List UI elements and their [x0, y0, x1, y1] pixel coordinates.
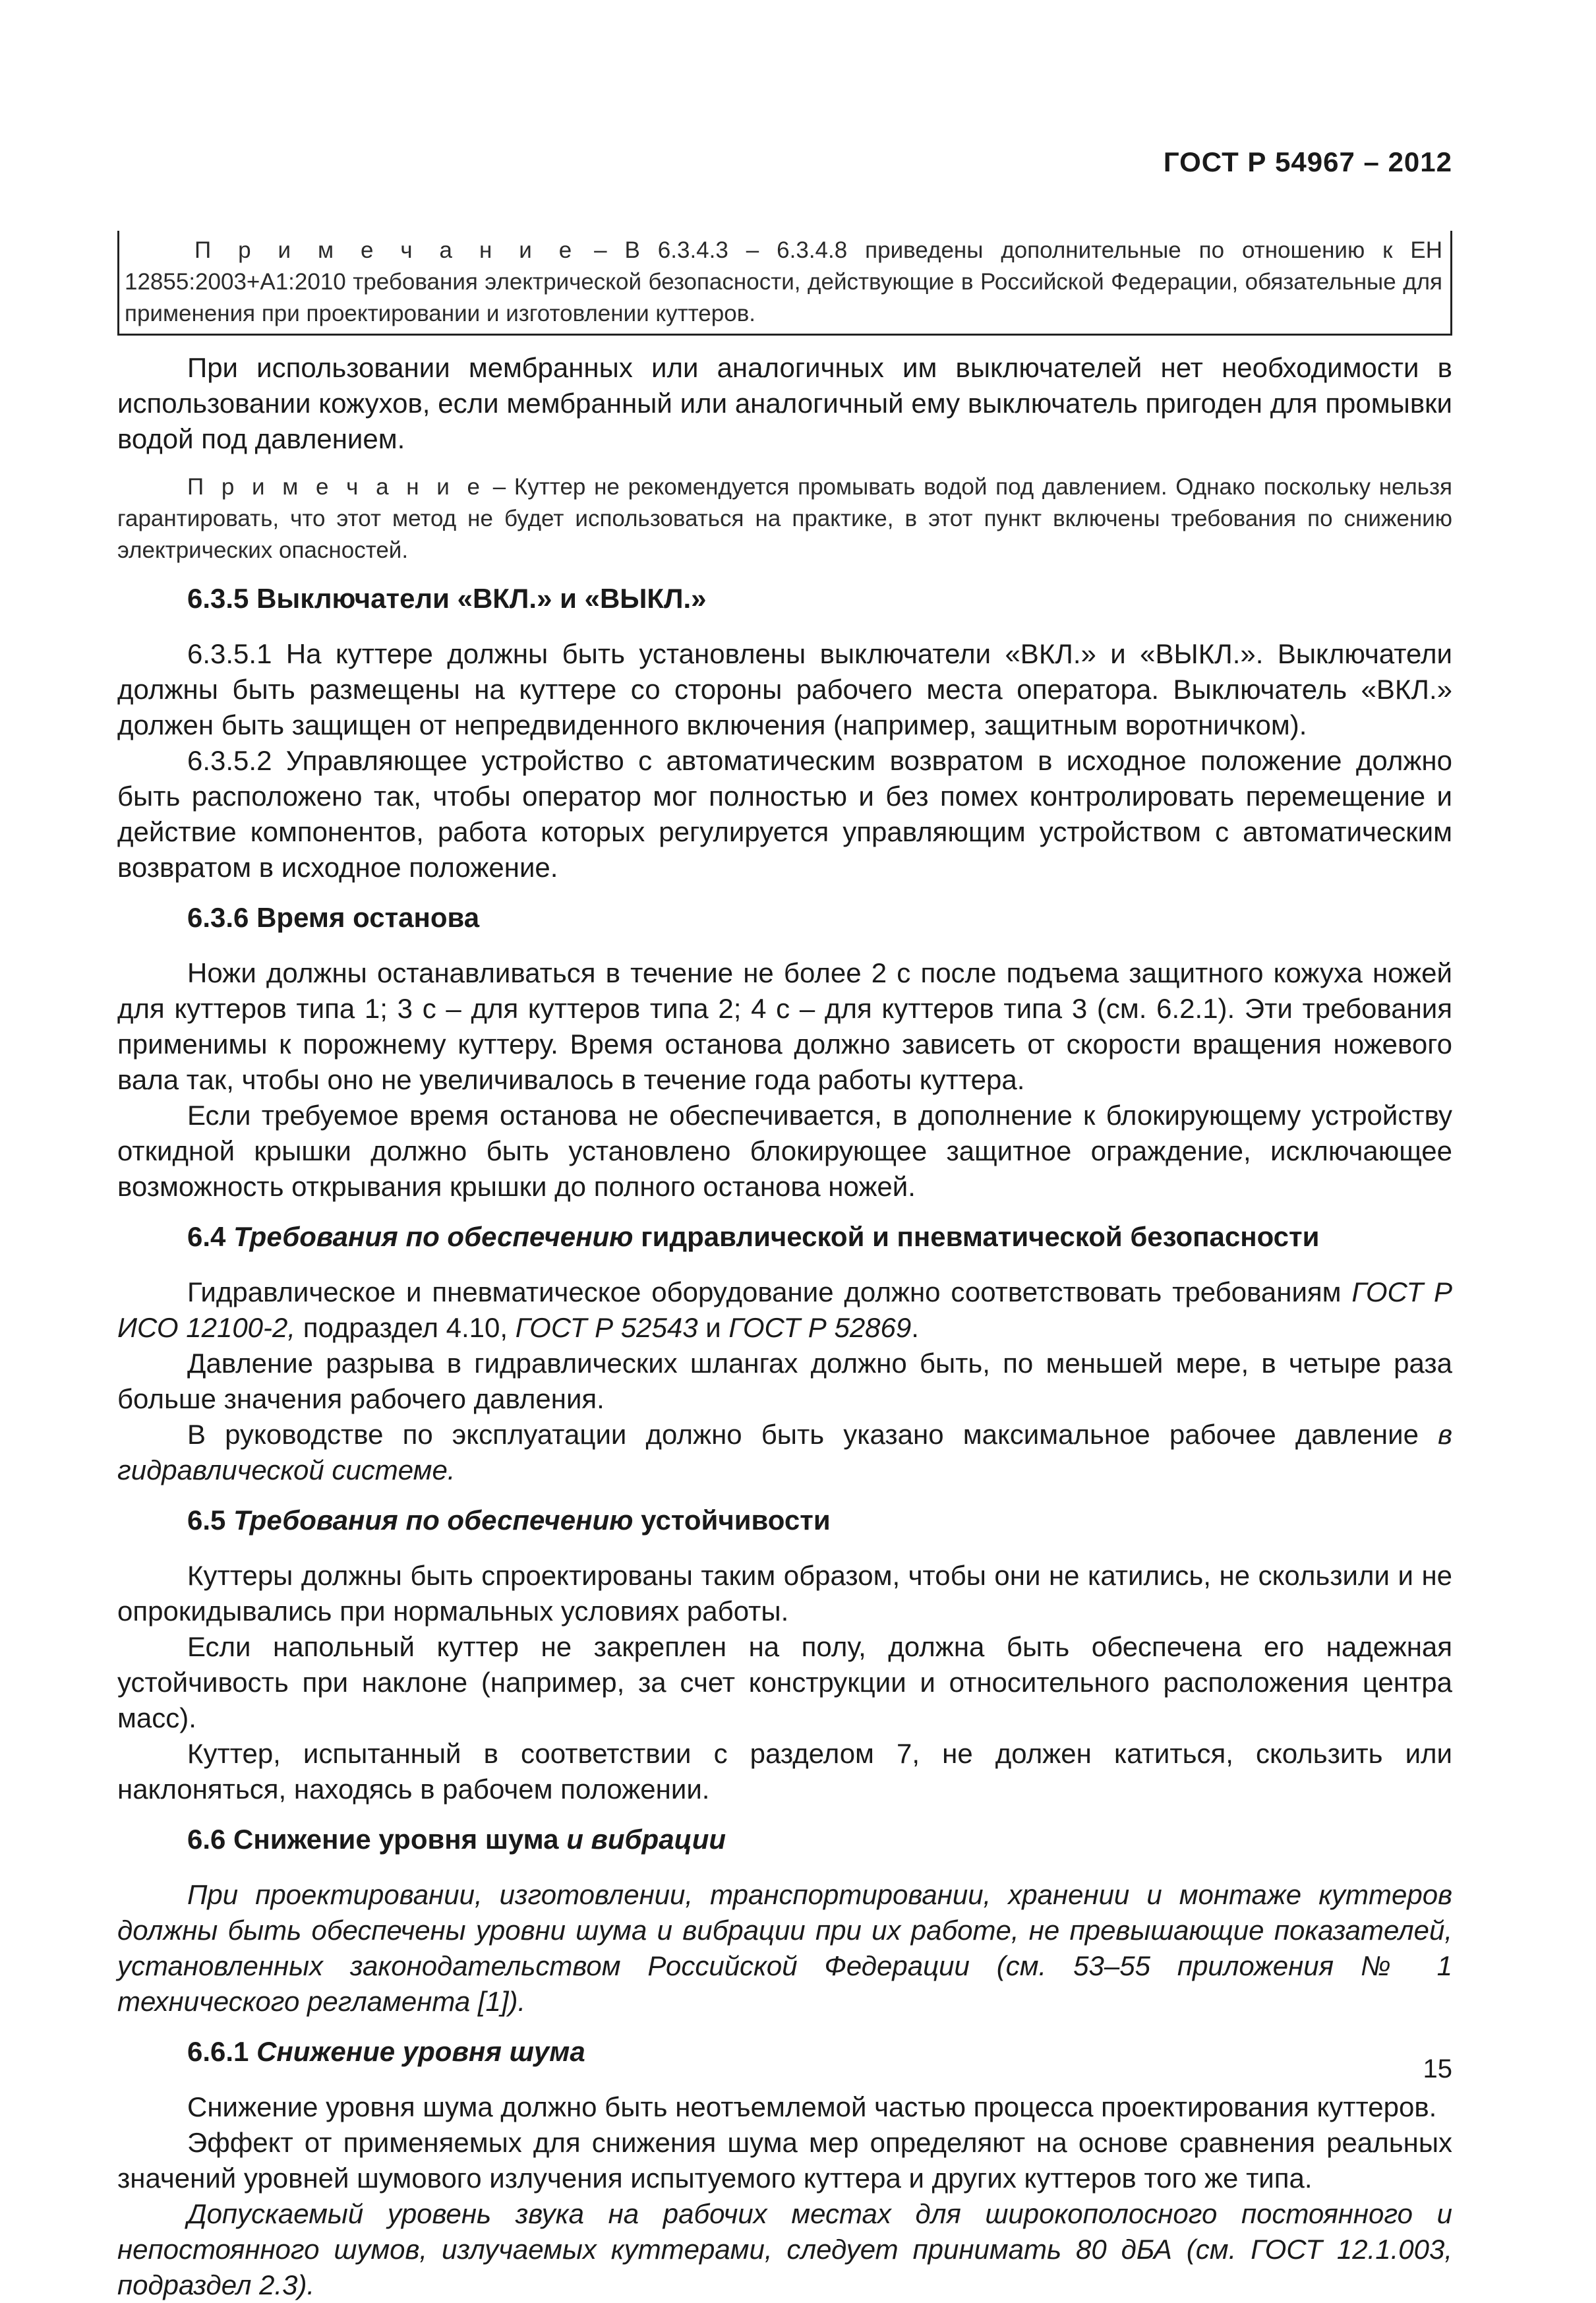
note-water-washing: [117, 471, 1452, 566]
section-heading-6-6: [117, 1822, 1452, 1857]
document-id-header: ГОСТ Р 54967 – 2012: [1163, 146, 1452, 177]
page-number: 15: [1423, 2054, 1452, 2083]
text-run: Гидравлическое и пневматическое оборудование должно соответствовать требованиям: [187, 1276, 1352, 1307]
italic-run: При проектировании, изготовлении, транспортировании, хранении и монтаже куттеров должны быть обеспечены уровни шума и вибрации при их работе, не превышающие показателей, установленных законодательством Российской Федерации (см. 53–55 приложения № 1 технического регламента [1]).: [117, 1879, 1452, 2017]
heading-number: 6.6.1: [187, 2036, 257, 2067]
paragraph-6-5-floor-cutter: Если напольный куттер не закреплен на полу, должна быть обеспечена его надежная устойчивость при наклоне (например, за счет конструкции и относительного расположения центра масс).: [117, 1631, 1452, 1733]
paragraph-6-4-hydraulic-equipment: [117, 1274, 1452, 1346]
section-heading-6-5: [117, 1503, 1452, 1538]
section-heading-6-6-1: [117, 2034, 1452, 2070]
heading-bold-part: 6.6 Снижение уровня шума: [187, 1824, 567, 1855]
paragraph-6-5-design: Куттеры должны быть спроектированы таким образом, чтобы они не катились, не скользили и не опрокидывались при нормальных условиях работы.: [117, 1560, 1452, 1627]
heading-italic-part: Требования по обеспечению: [233, 1221, 634, 1252]
note-box-body: – В 6.3.4.3 – 6.3.4.8 приведены дополнительные по отношению к ЕН 12855:2003+А1:2010 требования электрической безопасности, действующие в Российской Федерации, обязательные для применения при проектировании и изготовлении куттеров.: [125, 237, 1443, 326]
paragraph-6-3-6-guard: Если требуемое время останова не обеспечивается, в дополнение к блокирующему устройству откидной крышки должно быть установлено блокирующее защитное ограждение, исключающее возможность открывания крышки до полного останова ножей.: [117, 1100, 1452, 1202]
paragraph-6-5-tested: Куттер, испытанный в соответствии с разделом 7, не должен катиться, скользить или наклоняться, находясь в рабочем положении.: [117, 1738, 1452, 1805]
page-content: [117, 231, 1452, 2303]
standard-reference: ГОСТ Р 52869: [728, 1312, 912, 1343]
italic-run: в гидравлической системе.: [117, 1419, 1452, 1485]
heading-italic-part: Требования по обеспечению: [233, 1505, 634, 1536]
heading-italic-part: Снижение уровня шума: [256, 2036, 585, 2067]
italic-run: Допускаемый уровень звука на рабочих местах для широкополосного постоянного и непостоянного шумов, излучаемых куттерами, следует принимать 80 дБА (см. ГОСТ 12.1.003, подраздел 2.3).: [117, 2198, 1452, 2300]
heading-rest: устойчивости: [633, 1505, 831, 1536]
heading-rest: гидравлической и пневматической безопасности: [633, 1221, 1320, 1252]
note-body: – Куттер не рекомендуется промывать водой под давлением. Однако поскольку нельзя гарантировать, что этот метод не будет использоваться на практике, в этот пункт включены требования по снижению электрических опасностей.: [117, 474, 1453, 563]
text-run: .: [911, 1312, 919, 1343]
paragraph-6-6-1-permissible-level: [117, 2196, 1452, 2303]
heading-italic-part: и вибрации: [566, 1824, 726, 1855]
standard-reference: ГОСТ Р 52543: [515, 1312, 698, 1343]
paragraph-membrane-switches: При использовании мембранных или аналогичных им выключателей нет необходимости в использовании кожухов, если мембранный или аналогичный ему выключатель пригоден для промывки водой под давлением.: [117, 352, 1452, 454]
standard-reference: ГОСТ Р ИСО 12100-2,: [117, 1276, 1452, 1343]
section-heading-6-3-5: 6.3.5 Выключатели «ВКЛ.» и «ВЫКЛ.»: [187, 583, 707, 614]
text-run: В руководстве по эксплуатации должно быть указано максимальное рабочее давление: [187, 1419, 1438, 1450]
section-heading-6-3-6: 6.3.6 Время останова: [187, 902, 480, 933]
section-heading-6-4: [117, 1219, 1452, 1255]
paragraph-6-3-5-2: 6.3.5.2 Управляющее устройство с автоматическим возвратом в исходное положение должно быть расположено так, чтобы оператор мог полностью и без помех контролировать перемещение и действие компонентов, работа которых регулируется управляющим устройством с автоматическим возвратом в исходное положение.: [117, 745, 1452, 883]
paragraph-6-4-burst-pressure: Давление разрыва в гидравлических шлангах должно быть, по меньшей мере, в четыре раза больше значения рабочего давления.: [117, 1348, 1452, 1414]
heading-number: 6.4: [187, 1221, 234, 1252]
paragraph-6-3-5-1: 6.3.5.1 На куттере должны быть установлены выключатели «ВКЛ.» и «ВЫКЛ.». Выключатели должны быть размещены на куттере со стороны рабочего места оператора. Выключатель «ВКЛ.» должен быть защищен от непредвиденного включения (например, защитным воротничком).: [117, 638, 1452, 740]
note-box-text: [125, 235, 1442, 330]
text-run: подраздел 4.10,: [295, 1312, 516, 1343]
paragraph-6-6-1-integral: Снижение уровня шума должно быть неотъемлемой частью процесса проектирования куттеров.: [187, 2091, 1437, 2122]
paragraph-6-6-1-effect: Эффект от применяемых для снижения шума мер определяют на основе сравнения реальных значений уровней шумового излучения испытуемого куттера и других куттеров того же типа.: [117, 2127, 1452, 2194]
paragraph-6-6-noise-vibration: [117, 1877, 1452, 2019]
heading-number: 6.5: [187, 1505, 234, 1536]
note-label: П р и м е ч а н и е: [187, 474, 485, 500]
paragraph-6-3-6-stop-time: Ножи должны останавливаться в течение не более 2 с после подъема защитного кожуха ножей для куттеров типа 1; 3 с – для куттеров типа 2; 4 с – для куттеров типа 3 (см. 6.2.1). Эти требования применимы к порожнему куттеру. Время останова должно зависеть от скорости вращения ножевого вала так, чтобы оно не увеличивалось в течение года работы куттера.: [117, 957, 1452, 1095]
note-label: П р и м е ч а н и е: [194, 237, 577, 263]
text-run: и: [697, 1312, 729, 1343]
paragraph-6-4-manual: [117, 1417, 1452, 1488]
note-box: [117, 231, 1452, 336]
